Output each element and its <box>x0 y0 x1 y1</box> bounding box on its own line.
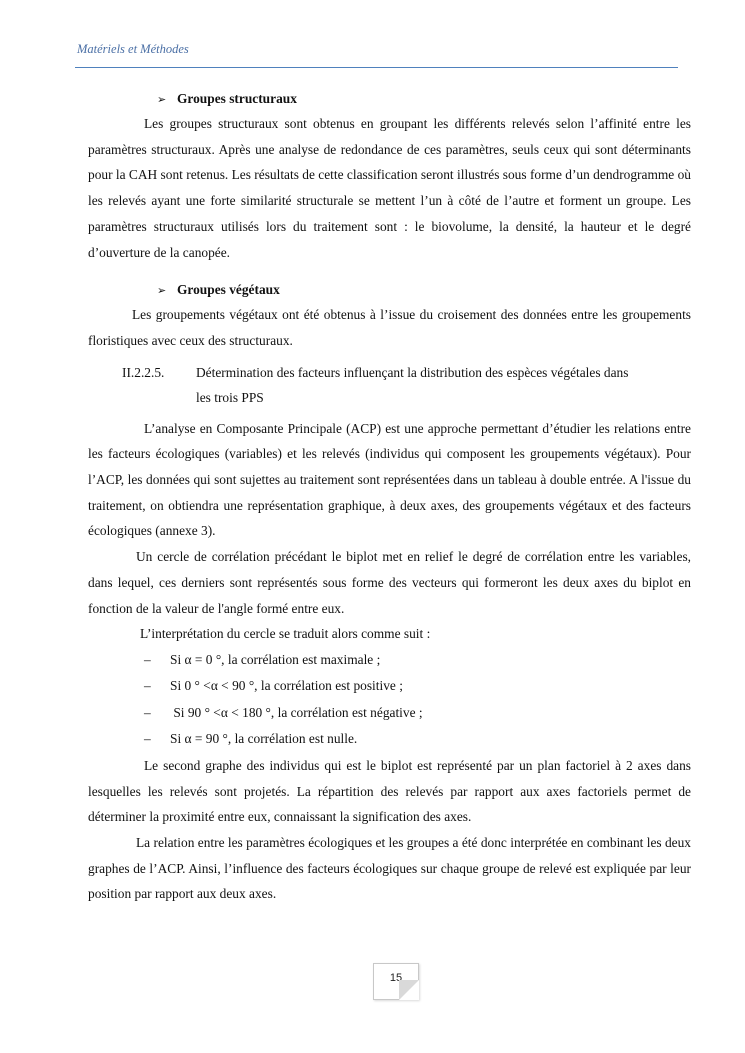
header-rule <box>75 67 678 68</box>
page-number-box <box>373 963 419 1000</box>
dash-bullet-icon: – <box>144 731 151 747</box>
heading-text: Groupes végétaux <box>177 282 280 298</box>
page-header-title: Matériels et Méthodes <box>77 42 189 56</box>
paragraph-structuraux: Les groupes structuraux sont obtenus en groupant les différents relevés selon l’affinité entre les paramètres structuraux. Après une analyse de redondance de ces paramètres, seuls ceux qui sont déterminants pour la CAH sont retenus. Les résultats de cette classification seront illustrés sous forme d’un dendrogramme où les relevés ayant une forte similarité structurale se mettent l’un à côté de l’autre et forment un groupe. Les paramètres structuraux utilisés lors du traitement sont : le biovolume, la densité, la hauteur et le degré d’ouverture de la canopée. <box>88 116 691 260</box>
paragraph-cercle: Un cercle de corrélation précédant le biplot met en relief le degré de corrélation entre les variables, dans lequel, ces derniers sont représentés sous forme des vecteurs qui formeront les deux axes du biplot en fonction de la valeur de l'angle formé entre eux. <box>88 549 691 616</box>
list-item <box>88 700 691 727</box>
paragraph-relation: La relation entre les paramètres écologiques et les groupes a été donc interprétée en combinant les deux graphes de l’ACP. Ainsi, l’influence des facteurs écologiques sur chaque groupe de relevé est expliquée par leur position par rapport aux deux axes. <box>88 835 691 902</box>
list-item <box>88 647 691 674</box>
page-content <box>88 87 691 907</box>
heading-groupes-structuraux <box>157 87 691 111</box>
dash-bullet-icon: – <box>144 678 151 694</box>
page-curl-icon <box>399 980 419 1000</box>
arrow-bullet-icon: ➢ <box>157 94 167 106</box>
heading-text: Groupes structuraux <box>177 91 297 106</box>
list-item <box>88 726 691 753</box>
interpretation-intro: L’interprétation du cercle se traduit alors comme suit : <box>140 626 431 642</box>
paragraph-acp: L’analyse en Composante Principale (ACP) est une approche permettant d’étudier les relations entre les facteurs écologiques (variables) et les relevés (individus qui composent les groupements végétaux). Pour l’ACP, les données qui sont sujettes au traitement sont représentées dans un tableau à double entrée. A l'issue du traitement, on obtiendra une représentation graphique, à deux axes, des groupements végétaux et des facteurs écologiques (annexe 3). <box>88 420 691 539</box>
criteria-list <box>88 647 691 753</box>
section-title-line1: Détermination des facteurs influençant la distribution des espèces végétales dans <box>196 364 629 380</box>
criterion-text: Si 0 ° <α < 90 °, la corrélation est positive ; <box>170 678 403 694</box>
list-item <box>88 673 691 700</box>
paragraph-vegetaux: Les groupements végétaux ont été obtenus à l’issue du croisement des données entre les groupements floristiques avec ceux des structuraux. <box>88 307 691 348</box>
dash-bullet-icon: – <box>144 651 151 667</box>
heading-groupes-vegetaux <box>157 278 691 302</box>
page-number: 15 <box>389 972 403 984</box>
paragraph-biplot: Le second graphe des individus qui est le biplot est représenté par un plan factoriel à 2 axes dans lesquelles les relevés sont projetés. La répartition des relevés par rapport aux axes factoriels permet de déterminer la proximité entre eux, connaissant la signification des axes. <box>88 757 691 825</box>
section-heading-determination <box>88 360 691 412</box>
criterion-text: Si 90 ° <α < 180 °, la corrélation est négative ; <box>170 704 423 720</box>
criterion-text: Si α = 0 °, la corrélation est maximale ; <box>170 651 381 667</box>
criterion-text: Si α = 90 °, la corrélation est nulle. <box>170 731 358 747</box>
section-title-line2: les trois PPS <box>196 390 264 406</box>
section-number: II.2.2.5. <box>122 364 165 380</box>
arrow-bullet-icon: ➢ <box>157 285 167 298</box>
dash-bullet-icon: – <box>144 704 151 720</box>
